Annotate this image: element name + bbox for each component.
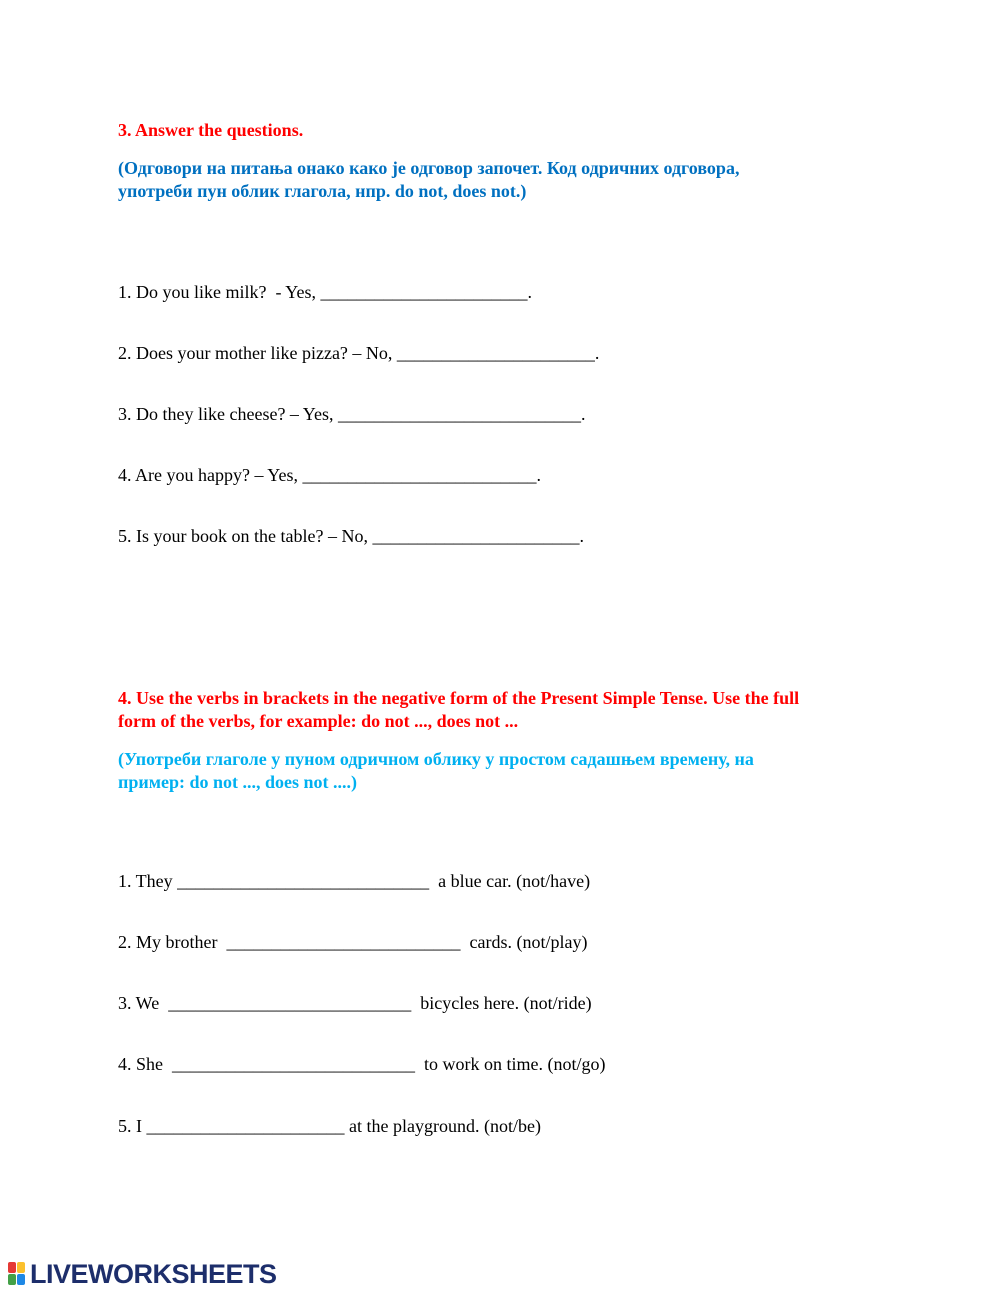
sentence-end: to work on time. (not/go) (415, 1054, 606, 1074)
sentence-end: a blue car. (not/have) (429, 871, 591, 891)
section4-item-2 (118, 931, 587, 953)
section4-instruction-line1: (Употреби глаголе у пуном одричном облику у простом садашњем времену, на (118, 749, 754, 769)
section4-title-line1: 4. Use the verbs in brackets in the negative form of the Present Simple Tense. Use the full (118, 688, 800, 708)
section3-item-1 (118, 281, 532, 303)
answer-blank[interactable]: ____________________________ (177, 871, 430, 891)
section3-instruction-line2: употреби пун облик глагола, нпр. do not, does not.) (118, 181, 527, 201)
question-text: 3. Do they like cheese? – Yes, (118, 404, 338, 424)
sentence-start: 3. We (118, 993, 169, 1013)
section3-item-3 (118, 403, 585, 425)
sentence-start: 2. My brother (118, 932, 227, 952)
question-text: 1. Do you like milk? - Yes, (118, 282, 321, 302)
section3-item-2 (118, 342, 599, 364)
answer-blank[interactable]: ___________________________ (168, 993, 412, 1013)
section4-item-1 (118, 870, 590, 892)
question-text: 2. Does your mother like pizza? – No, (118, 343, 397, 363)
logo-text: LIVEWORKSHEETS (30, 1258, 277, 1289)
period: . (536, 465, 541, 485)
section3-title: 3. Answer the questions. (118, 120, 304, 140)
sentence-end: at the playground. (not/be) (344, 1116, 541, 1136)
section4-title-line2: form of the verbs, for example: do not ..., does not ... (118, 711, 519, 731)
section3-instruction (118, 157, 739, 203)
sentence-start: 5. I (118, 1116, 147, 1136)
sentence-end: cards. (not/play) (460, 932, 588, 952)
section4-title (118, 687, 799, 733)
section3-item-4 (118, 464, 541, 486)
answer-blank[interactable]: ______________________ (146, 1116, 345, 1136)
question-text: 4. Are you happy? – Yes, (118, 465, 303, 485)
period: . (579, 526, 584, 546)
period: . (580, 404, 586, 424)
section4-item-5 (118, 1115, 541, 1137)
section4-item-4 (118, 1053, 605, 1075)
period: . (527, 282, 532, 302)
answer-blank[interactable]: _______________________ (372, 526, 580, 546)
answer-blank[interactable]: __________________________ (226, 932, 461, 952)
section4-item-3 (118, 992, 592, 1014)
section4-instruction-line2: пример: do not ..., does not ....) (118, 772, 358, 792)
sentence-start: 4. She (118, 1054, 172, 1074)
liveworksheets-logo-icon (8, 1262, 26, 1286)
period: . (594, 343, 600, 363)
sentence-end: bicycles here. (not/ride) (411, 993, 592, 1013)
answer-blank[interactable]: ___________________________ (337, 404, 581, 424)
answer-blank[interactable]: __________________________ (302, 465, 537, 485)
sentence-start: 1. They (118, 871, 178, 891)
answer-blank[interactable]: ______________________ (396, 343, 595, 363)
section3-instruction-line1: (Одговори на питања онако како је одговор започет. Код одричних одговора, (118, 158, 740, 178)
answer-blank[interactable]: ___________________________ (172, 1054, 415, 1074)
section3-item-5 (118, 525, 584, 547)
section4-instruction (118, 748, 754, 794)
answer-blank[interactable]: _______________________ (320, 282, 528, 302)
question-text: 5. Is your book on the table? – No, (118, 526, 373, 546)
liveworksheets-logo[interactable] (8, 1259, 277, 1289)
